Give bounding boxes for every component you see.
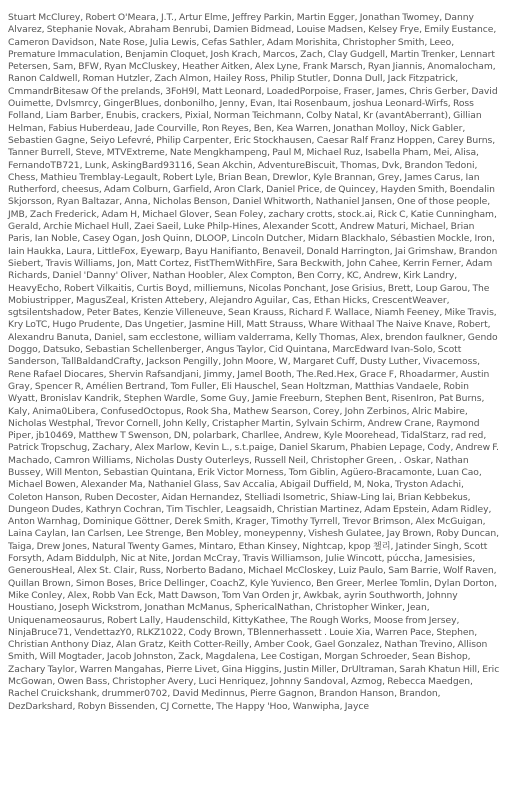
- credits-name-list: Stuart McClurey, Robert O'Meara, J.T., Artur Elme, Jeffrey Parkin, Martin Egger, Jonathan Twomey, Danny Alvarez, Stephanie Novak, Abraham Benrubi, Damien Bidmead, Louise Madsen, Kelsey Frye, Emily Eustance, Cameron Davidson, Nate Rose, Julia Lewis, Cefas Sathler, Adam Morishita, Christopher Smith, Leeo, Premature Immaculation, Benjamin Cloquet, Josh Krach, Marcos, Zach, Clay Gudgell, Martin Trenker, Lennart Petersen, Sam, BFW, Ryan McCluskey, Heather Aitken, Alex Lyne, Frank Marsch, Ryan Jiannis, Anomalocham, Ranon Caldwell, Roman Hutzler, Zach Almon, Hailey Ross, Philip Stutler, Donna Dull, Jack Fitzpatrick, CmmandrBitesaw Of the prelands, 3FoH9l, Matt Leonard, LoadedPorpoise, Fraser, James, Chris Gerber, David Ouimette, Dvlsmrcy, GingerBlues, donbonilho, Jenny, Evan, Itai Rosenbaum, joshua Leonard-Wirfs, Ross Folland, Liam Barber, Enubis, crackers, Pixial, Norman Teichmann, Colby Natal, Kr (avantAberrant), Gillian Helman, Fabius Huberdeau, Jade Courville, Ron Reyes, Ben, Kea Warren, Jonathan Molloy, Nick Gabler, Sebastien Gagne, Seiyo Lefevré, Philip Carpenter, Eric Stockhausen, Caesar Ralf Franz Hoppen, Carey Burns, Tanner Burrell, Steve, MTVExtreme, Nate Mengkhampeng, Paul M, Michael Ruz, Isabella Pham, Mei, Alisa, FernandoTB721, Lunk, AskingBard93116, Sean Akchin, AdventureBiscuit, Thomas, Dvk, Brandon Tedoni, Chess, Mathieu Tremblay-Legault, Robert Lyle, Brian Bean, Drewlor, Kyle Brannan, Grey, James Carus, Ian Rutherford, cheesus, Adam Colburn, Garfield, Aron Clark, Daniel Price, de Quincey, Hayden Smith, Boendalin Skjorsson, Ryan Baltazar, Anna, Nicholas Benson, Daniel Whitworth, Nathaniel Jansen, One of those people, JMB, Zach Frederick, Adam H, Michael Glover, Sean Foley, zachary crotts, stock.ai, Rick C, Katie Cunningham, Gerald, Archie Michael Hull, Zaei Saeil, Luke Philp-Hines, Alexander Scott, Andrew Maturi, Michael, Brian Paris, Ian Noble, Casey Ogan, Josh Quinn, DLOOP, Lincoln Dutcher, Midarn Blackhalo, Sébastien Mockle, Iron, Iain Haukka, Laura, LittleFox, Eyewarp, Bayu Hanifianto, Benaveil, Donald Harrington, Jai Grimshaw, Brandon Siebert, Travis Williams, Jon, Matt Cortez, FistThemWithFire, Sara Beckwith, John Cahee, Kerrin Ferner, Adam Richards, Daniel 'Danny' Oliver, Nathan Hoobler, Alex Compton, Ben Corry, KC, Andrew, Kirk Landry, HeavyEcho, Robert Vilkaitis, Curtis Boyd, milliemuns, Nicolas Ponchant, Jose Grisius, Brett, Loup Garou, The Mobiustripper, MagusZeal, Kristen Attebery, Alejandro Aguilar, Cas, Ethan Hicks, CrescentWeaver, sgtsilentshadow, Peter Bates, Kenzie Villeneuve, Sean Krauss, Richard F. Wallace, Niamh Feeney, Mike Travis, Kry LoTC, Hugo Prudente, Das Ungetier, Jasmine Hill, Matt Strauss, Whare Withaal The Naive Knave, Robert, Alexandru Banuta, Daniel, sam ecclestone, william valderrama, Kelly Thomas, Alex, brendon faulkner, Gendo Doggo, Datsuko, Sebastian Schellenberger, Angus Taylor, Cid Quintana, MarcEdward Ivan-Solo, Scott Sanderson, TallBaldandCrafty, Jackson Pengilly, John Moore, W, Margaret Cuff, Dusty Luther, Vivacemoss, Rene Rafael Diocares, Shervin Rafsandjani, Jimmy, Jamel Booth, The.Red.Hex, Grace F, Rhoadarmer, Austin Gray, Spencer R, Amélien Bertrand, Tom Fuller, Eli Hauschel, Sean Holtzman, Matthias Vandaele, Robin Wyatt, Bronislav Kandrik, Stephen Wardle, Some Guy, Jamie Freeburn, Stephen Bent, RisenIron, Pat Burns, Kaly, Anima0Libera, ConfusedOctopus, Rook Sha, Mathew Searson, Corey, John Zerbinos, Alric Mabire, Nicholas Westphal, Trevor Cornell, John Kelly, Cristapher Martin, Sylvain Schirm, Andrew Crane, Raymond Piper, jb10469, Matthew T Swenson, DN, polarbark, Charllee, Andrew, Kyle Moorehead, TidalStarz, rad red, Patrick Tropschug, Zachary, Alex Marlow, Kevin L., s.t.paige, Daniel Skarum, Phabien Lepage, Cody, Andrew F. Machado, Camron Williams, Nicholas Dusty Outerleys, Russell Neil, Christopher Green, . Oskar, Nathan Bussey, Will Menton, Sebastian Quintana, Erik Victor Morness, Tom Giblin, Agüero-Bracamonte, Luan Cao, Michael Bowen, Alexander Ma, Nathaniel Glass, Sav Accalia, Abigail Duffield, M, Noka, Tryston Adachi, Coleton Hanson, Ruben Decoster, Aidan Hernandez, Stelliadi Isometric, Shiaw-Ling lai, Brian Kebbekus, Dungeon Dudes, Kathryn Cochran, Tim Tischler, Leagsaidh, Christian Martinez, Adam Epstein, Adam Ridley, Anton Warnhag, Dominique Göttner, Derek Smith, Krager, Timothy Tyrrell, Trevor Brimson, Alex McGuigan, Laina Caylan, Ian Carlsen, Lee Strenge, Ben Mobley, moneypenny, Vishesh Gulatee, Jay Brown, Roby Duncan, Taiga, Drew Jones, Natural Twenty Games, Mintaro, Ethan Kinsey, Nightcap, kpop 챌리, Jatinder Singh, Scott Forsyth, Adam Biddulph, Nic at Nite, Jordan McCray, Travis Williamson, Julie Wincott, púccha, Jamesisies, GenerousHeal, Alex St. Clair, Russ, Norberto Badano, Michael McCloskey, Luiz Paulo, Sam Barrie, Wolf Raven, Quillan Brown, Simon Boses, Brice Dellinger, CoachZ, Kyle Yuvienco, Ben Greer, Merlee Tomlin, Dylan Dorton, Mike Conley, Alex, Robb Van Eck, Matt Dawson, Tom Van Orden jr, Awkbak, ayrin Southworth, Johnny Houstiano, Joseph Wickstrom, Jonathan McManus, SphericalNathan, Christopher Winker, Jean, Uniquenameosaurus, Robert Lally, Haudenschild, KittyKathee, The Rough Works, Moose from Jersey, NinjaBruce71, VendettazY0, RLKZ1022, Cody Brown, TBlennerhassett . Louie Xia, Warren Pace, Stephen, Christian Anthony Diaz, Alan Gratz, Keith Cotter-Reilly, Amber Cook, Gael Gonzalez, Nathan Trevino, Allison Smith, Will Mogtader, Jacob Johnston, Zack, Magdalena, Lee Costigan, Morgan Schroeder, Sean Bishop, Zachary Taylor, Warren Mangahas, Pierre Livet, Gina Higgins, Justin Miller, DrUltraman, Sarah Khatun Hill, Eric McGowan, Owen Bass, Christopher Avery, Luci Henriquez, Johnny Sandoval, Azmog, Rebecca Maedgen, Rachel Cruickshank, drummer0702, David Medinnus, Pierre Gagnon, Brandon Hanson, Brandon, DezDarkshard, Robyn Bissenden, CJ Cornette, The Happy 'Hoo, Wanwipha, Jayce: [8, 12, 500, 712]
